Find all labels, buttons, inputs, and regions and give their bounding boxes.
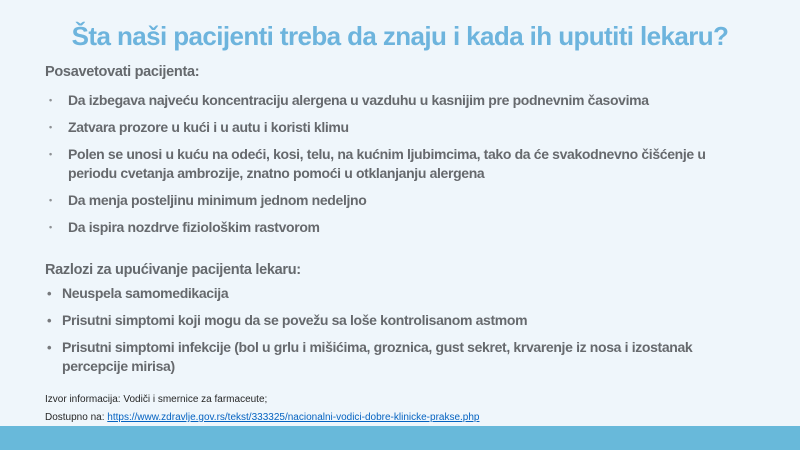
- availability-label: Dostupno na:: [45, 412, 108, 423]
- advice-list: [45, 91, 757, 245]
- list-item-text: Neuspela samomedikacija: [62, 285, 229, 301]
- list-item: [45, 145, 757, 183]
- page-title: Šta naši pacijenti treba da znaju i kada ih uputiti lekaru?: [71, 21, 729, 51]
- list-item-text: Da menja posteljinu minimum jednom nedeljno: [68, 192, 367, 208]
- bullet-icon: •: [47, 340, 52, 355]
- source-link[interactable]: https://www.zdravlje.gov.rs/tekst/333325/nacionalni-vodici-dobre-klinicke-prakse.php: [107, 412, 480, 423]
- referral-section-heading: Razlozi za upućivanje pacijenta lekaru:: [45, 262, 301, 278]
- list-item-text: Zatvara prozore u kući i u autu i koristi klimu: [68, 119, 349, 135]
- bullet-icon: •: [49, 95, 52, 105]
- availability-note: [45, 412, 479, 423]
- list-item-text: Prisutni simptomi infekcije (bol u grlu i mišićima, groznica, gust sekret, krvarenje iz nosa i izostanak percepcije mirisa): [62, 339, 693, 374]
- bullet-icon: •: [47, 286, 52, 301]
- list-item-text: Da izbegava najveću koncentraciju alergena u vazduhu u kasnijim pre podnevnim časovima: [68, 92, 649, 108]
- list-item: [45, 338, 757, 376]
- bullet-icon: •: [49, 149, 52, 159]
- bottom-accent-bar: [0, 426, 800, 450]
- advice-section-heading: Posavetovati pacijenta:: [45, 64, 200, 80]
- list-item: [45, 191, 757, 210]
- bullet-icon: •: [49, 222, 52, 232]
- list-item: [45, 91, 757, 110]
- bullet-icon: •: [49, 122, 52, 132]
- bullet-icon: •: [47, 313, 52, 328]
- referral-list: [45, 284, 757, 384]
- list-item: [45, 118, 757, 137]
- list-item: [45, 218, 757, 237]
- list-item: [45, 284, 757, 303]
- bullet-icon: •: [49, 195, 52, 205]
- source-note: Izvor informacija: Vodiči i smernice za farmaceute;: [45, 394, 268, 405]
- list-item-text: Prisutni simptomi koji mogu da se povežu sa loše kontrolisanom astmom: [62, 312, 528, 328]
- list-item-text: Da ispira nozdrve fiziološkim rastvorom: [68, 219, 320, 235]
- list-item: [45, 311, 757, 330]
- list-item-text: Polen se unosi u kuću na odeći, kosi, telu, na kućnim ljubimcima, tako da će svakodnevno čišćenje u periodu cvetanja ambrozije, znatno pomoći u otklanjanju alergena: [68, 146, 706, 181]
